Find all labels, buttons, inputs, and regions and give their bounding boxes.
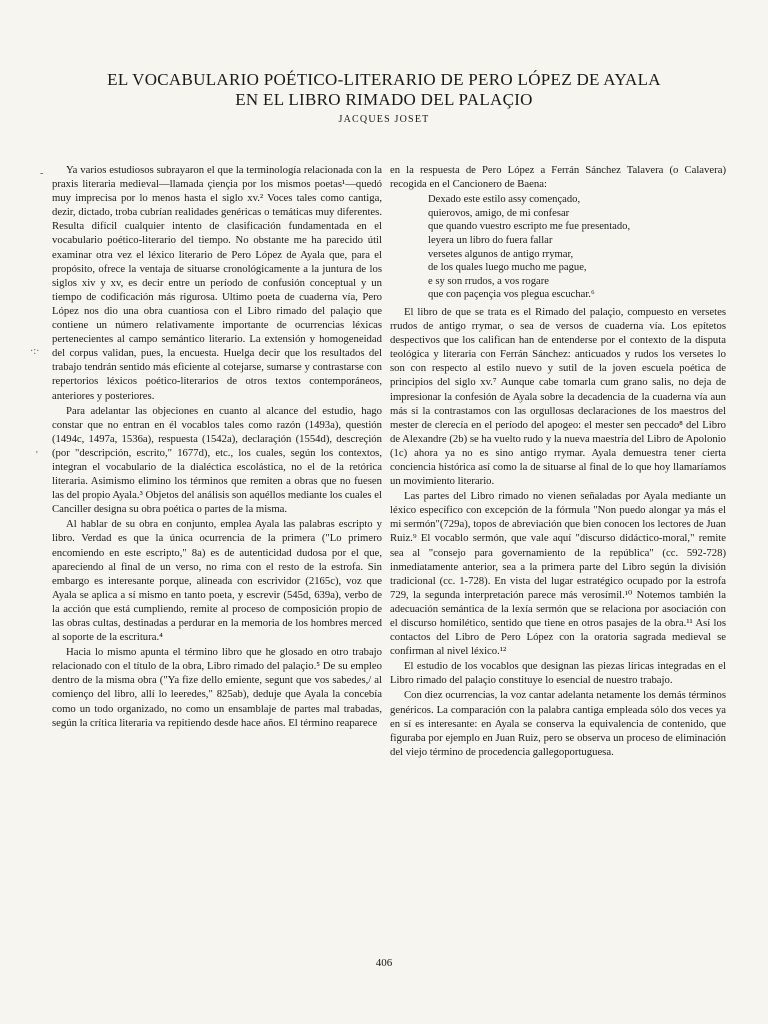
paragraph: Con diez ocurrencias, la voz cantar adelanta netamente los demás términos genéricos. La comparación con la palabra cantiga empleada sólo dos veces ya en sí es interesante: en Ayala se conserva la equivalencia de contenido, que figuraba por ejemplo en Juan Ruiz, pero se observa un proceso de eliminación del viejo término de procedencia gallegoportuguesa. <box>390 689 726 758</box>
article-title <box>0 70 768 110</box>
verse-line: de los quales luego mucho me pague, <box>428 262 587 274</box>
verse-line: versetes algunos de antigo rrymar, <box>428 248 574 260</box>
paragraph: Al hablar de su obra en conjunto, emplea Ayala las palabras escripto y libro. Verdad es que la única ocurrencia de la primera ("Lo primero encomiendo en este escripto," 8a) es de autenticidad dudosa por el que, apareciendo al final de un verso, no rima con el resto de la estrofa. Sin embargo es interesante porque, alineada con escrividor (2165c), voz que Ayala se aplica a sí mismo en tanto poeta, y escrevir (545d, 639a), verbo de la acción que está cumpliendo, remite al proceso de composición propio de las obras cultas, destinadas a perdurar en la memoria de los hombres merced al soporte de la escritura.⁴ <box>52 518 382 644</box>
verse-quotation <box>428 193 726 302</box>
paragraph: El estudio de los vocablos que designan las piezas líricas integradas en el Libro rimado del palaçio constituye lo esencial de nuestro trabajo. <box>390 660 726 687</box>
paragraph: Las partes del Libro rimado no vienen señaladas por Ayala mediante un léxico específico con excepción de la fórmula "Non puedo alongar ya más el mi sermón"(729a), topos de abreviación que bien conocen los lectores de Juan Ruiz.⁹ El vocablo sermón, que vale aquí "discurso didáctico-moral," remite sea al "consejo para governamiento de la república" (cc. 592-728) inmediatamente anterior, sea a la primera parte del Libro según la división tradicional (cc. 1-728). En vista del lugar estratégico ocupado por la estrofa 729, la segunda interpretación parece más verosímil.¹⁰ Notemos también la adecuación semántica de la lexía sermón que se relaciona por asociación con el discurso homilético, sentido que tiene en otros pasajes de la obra.¹¹ Así los contactos del Libro de Pero López con la oratoria sagrada medieval se confirman al nivel léxico.¹² <box>390 490 726 658</box>
margin-mark: - <box>40 168 44 179</box>
verse-line: que con paçençia vos plegua escuchar.⁶ <box>428 289 595 301</box>
paragraph: Para adelantar las objeciones en cuanto al alcance del estudio, hago constar que no entran en él vocablos tales como razón (1493a), questión (1494c, 1497a, 1536a), respuesta (1542a), declaraçión (1554d), descreçión (por "descripción, escrito," 1677d), etc., los cuales, según los contextos, integran el vocabulario de la dialéctica escolástica, no el de la retórica literaria. Asimismo elimino los términos que remiten a obras que no fuesen las del propio Ayala.³ Objetos del análisis son aquéllos mediante los cuales el Canciller designa su obra poética o partes de la misma. <box>52 404 382 516</box>
verse-line: que quando vuestro escripto me fue presentado, <box>428 221 631 233</box>
paragraph: Hacia lo mismo apunta el término libro que he glosado en otro trabajo relacionado con el título de la obra, Libro rimado del palaçio.⁵ De su empleo dentro de la misma obra ("Ya fize dello emiente, segunt que vos sabedes,/ al comienço del libro, allí lo leeredes," 825ab), deduje que Ayala la concebía como un todo organizado, no como un ensamblaje de partes mal trabadas, según la crítica literaria va repitiendo desde hace años. El término reaparece <box>52 646 382 729</box>
verse-line: quierovos, amigo, de mi confesar <box>428 207 570 219</box>
title-line-1: EL VOCABULARIO POÉTICO-LITERARIO DE PERO LÓPEZ DE AYALA <box>107 70 661 89</box>
verse-line: Dexado este estilo assy començado, <box>428 194 581 206</box>
paragraph: Ya varios estudiosos subrayaron el que la terminología relacionada con la praxis literaria medieval—llamada çiençia por los mismos poetas¹—quedó muy imprecisa por lo menos hasta el siglo xv.² Voces tales como cantiga, dezir, dictado, troba cubrían realidades genéricas o temáticas muy diferentes. Resulta difícil cualquier intento de clasificación fundamentada en el vocabulario poético-literario del tiempo. No obstante me ha parecido útil examinar otra vez el léxico literario de Pero López de Ayala que, para el propósito, ofrece la ventaja de situarse cronológicamente a la juntura de los siglos xiv y xv, es decir entre un período de confusión conceptual y un tiempo de codificación más rigurosa. Ultimo poeta de cuaderna vía, Pero López nos dio una obra cuantiosa con el Libro rimado del palaçio que contiene un número relativamente importante de ocurrencias léxicas pertenecientes al campo semántico literario. La extensión y homogeneidad del corpus validan, pues, la encuesta. Huelga decir que los resultados del trabajo tendrán sentido más eficiente al cotejarse, sumarse y contrastarse con repertorios léxicos poético-literarios de otros textos contemporáneos, anteriores y posteriores. <box>52 164 382 402</box>
page-number: 406 <box>375 957 393 969</box>
verse-line: e sy son rrudos, a vos rogare <box>428 275 549 287</box>
margin-mark: ·:· <box>30 346 40 357</box>
verse-line: leyera un libro do fuera fallar <box>428 234 553 246</box>
title-line-2: EN EL LIBRO RIMADO DEL PALAÇIO <box>235 90 533 109</box>
right-column <box>390 163 726 759</box>
paragraph: El libro de que se trata es el Rimado del palaçio, compuesto en versetes rrudos de antigo rrymar, o sea de versos de cuaderna vía. Los epítetos despectivos que los califican han de entenderse por el contexto de la disputa teológica y literaria con Ferrán Sánchez: anticuados y rudos los versetes lo son con respecto al estilo nuevo y sutil de la joven escuela poética de principios del siglo xv.⁷ Aunque cabe tomarla cum grano salis, no deja de impresionar la confesión de Ayala sobre la decadencia de la cuaderna vía aun más si la contrastamos con las orgullosas declaraciones de los maestros del mester de clerecía en el período del apogeo: el mester sen peccado⁸ del Libro de Alexandre (2b) se ha vuelto rudo y la nueva maestría del Libro de Apolonio (1c) ahora ya no es sino antigo rrymar. Ayala demuestra tener cierta conciencia histórica así como la de situarse al final de lo que hoy llamaríamos un movimiento literario. <box>390 305 726 488</box>
margin-mark: ' <box>36 450 38 461</box>
author-name: JACQUES JOSET <box>338 114 430 125</box>
left-column <box>52 163 382 730</box>
paragraph: en la respuesta de Pero López a Ferrán Sánchez Talavera (o Calavera) recogida en el Cancionero de Baena: <box>390 164 726 191</box>
